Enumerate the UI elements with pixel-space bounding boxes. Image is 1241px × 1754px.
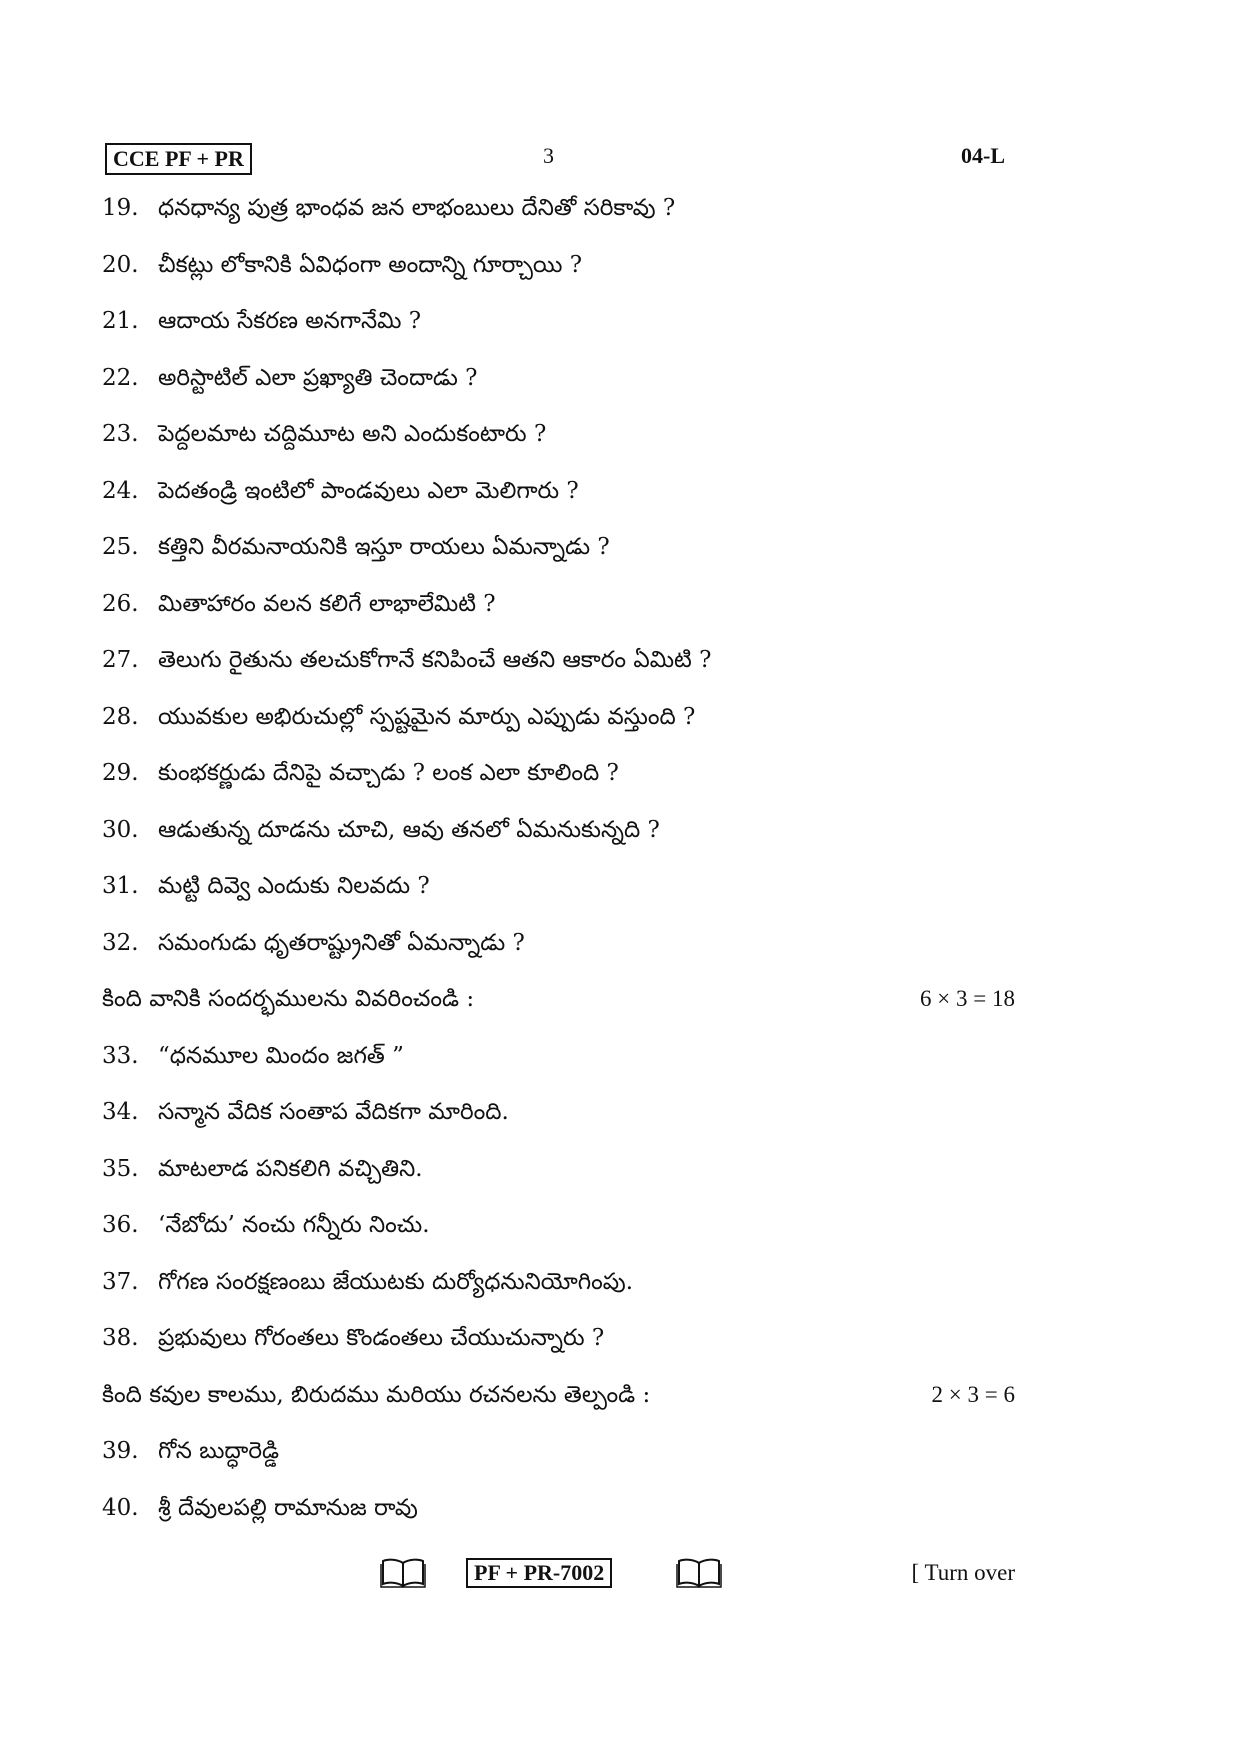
marks-allocation: 2 × 3 = 6 — [931, 1381, 1015, 1407]
question-text: ధనధాన్య పుత్ర భాంధవ జన లాభంబులు దేనితో సరికావు ? — [158, 195, 676, 221]
question-number: 27. — [102, 647, 139, 673]
question-list — [102, 180, 1015, 1536]
exam-code-box: CCE PF + PR — [105, 143, 252, 175]
question-number: 34. — [102, 1099, 139, 1125]
question-text: అరిస్టాటిల్ ఎలా ప్రఖ్యాతి చెందాడు ? — [158, 364, 478, 391]
section-instruction — [102, 1367, 1015, 1424]
page-number: 3 — [543, 143, 554, 168]
question-item — [102, 689, 1015, 746]
question-number: 40. — [102, 1494, 139, 1521]
question-item — [102, 1480, 1015, 1537]
instruction-text: కింది వానికి సందర్భములను వివరించండి : — [102, 986, 475, 1012]
page-footer — [0, 1556, 1241, 1596]
question-text: “ధనమూల మిందం జగత్ ” — [158, 1042, 404, 1069]
question-text: సన్మాన వేదిక సంతాప వేదికగా మారింది. — [158, 1099, 509, 1125]
question-text: ఆదాయ సేకరణ అనగానేమి ? — [158, 308, 422, 334]
question-number: 33. — [102, 1042, 139, 1069]
question-number: 30. — [102, 816, 139, 843]
question-item — [102, 350, 1015, 407]
question-text: మాటలాడ పనికలిగి వచ్చితిని. — [158, 1155, 423, 1182]
question-item — [102, 858, 1015, 915]
question-item — [102, 1254, 1015, 1311]
question-item — [102, 180, 1015, 237]
question-item — [102, 1084, 1015, 1141]
question-number: 35. — [102, 1155, 139, 1182]
question-item — [102, 576, 1015, 633]
question-text: పెద్దలమాట చద్దిమూట అని ఎందుకంటారు ? — [158, 421, 547, 447]
question-number: 39. — [102, 1438, 139, 1464]
question-text: శ్రీ దేవులపల్లి రామానుజ రావు — [158, 1494, 418, 1521]
question-text: తెలుగు రైతును తలచుకోగానే కనిపించే ఆతని ఆకారం ఏమిటి ? — [158, 647, 712, 673]
question-text: కుంభకర్ణుడు దేనిపై వచ్చాడు ? లంక ఎలా కూలింది ? — [158, 760, 619, 786]
question-number: 25. — [102, 534, 139, 560]
question-item — [102, 1141, 1015, 1198]
question-item — [102, 745, 1015, 802]
question-text: యువకుల అభిరుచుల్లో స్పష్టమైన మార్పు ఎప్పుడు వస్తుంది ? — [158, 703, 696, 730]
question-number: 20. — [102, 251, 139, 278]
open-book-icon — [676, 1558, 722, 1588]
footer-paper-code: PF + PR-7002 — [466, 1558, 612, 1588]
question-number: 28. — [102, 703, 139, 730]
question-text: చీకట్లు లోకానికి ఏవిధంగా అందాన్ని గూర్చాయి ? — [158, 251, 583, 278]
question-number: 19. — [102, 195, 139, 221]
question-item — [102, 802, 1015, 859]
question-item — [102, 463, 1015, 520]
paper-code: 04-L — [961, 143, 1005, 168]
question-number: 32. — [102, 929, 139, 956]
question-text: సమంగుడు ధృతరాష్ట్రునితో ఏమన్నాడు ? — [158, 929, 525, 956]
question-text: ఆడుతున్న దూడను చూచి, ఆవు తనలో ఏమనుకున్నది ? — [158, 816, 660, 843]
question-number: 21. — [102, 308, 139, 334]
question-item — [102, 1197, 1015, 1254]
open-book-icon — [380, 1558, 426, 1588]
question-text: ప్రభువులు గోరంతలు కొండంతలు చేయుచున్నారు ? — [158, 1325, 605, 1351]
question-item — [102, 519, 1015, 576]
instruction-text: కింది కవుల కాలము, బిరుదము మరియు రచనలను తెల్పండి : — [102, 1381, 651, 1408]
question-item — [102, 237, 1015, 294]
question-number: 37. — [102, 1268, 139, 1295]
question-item — [102, 1028, 1015, 1085]
question-number: 36. — [102, 1212, 139, 1238]
question-number: 31. — [102, 873, 139, 899]
question-number: 24. — [102, 477, 139, 504]
question-number: 29. — [102, 760, 139, 786]
question-item — [102, 632, 1015, 689]
question-text: గోన బుద్ధారెడ్డి — [158, 1438, 279, 1464]
question-number: 23. — [102, 421, 139, 447]
question-item — [102, 915, 1015, 972]
page-header — [105, 143, 1005, 177]
question-text: పెదతండ్రి ఇంటిలో పాండవులు ఎలా మెలిగారు ? — [158, 477, 579, 504]
question-text: మట్టి దివ్వె ఎందుకు నిలవదు ? — [158, 873, 430, 899]
turn-over-text: [ Turn over — [911, 1560, 1015, 1585]
question-item — [102, 406, 1015, 463]
section-instruction — [102, 971, 1015, 1028]
question-item — [102, 293, 1015, 350]
question-number: 26. — [102, 590, 139, 617]
question-text: గోగణ సంరక్షణంబు జేయుటకు దుర్యోధనునియోగింపు. — [158, 1268, 634, 1295]
question-text: మితాహారం వలన కలిగే లాభాలేమిటి ? — [158, 590, 496, 617]
question-item — [102, 1310, 1015, 1367]
question-item — [102, 1423, 1015, 1480]
question-number: 22. — [102, 364, 139, 391]
question-text: కత్తిని వీరమనాయనికి ఇస్తూ రాయలు ఏమన్నాడు ? — [158, 534, 610, 560]
marks-allocation: 6 × 3 = 18 — [920, 986, 1015, 1011]
question-text: ‘నేబోదు’ నంచు గన్నీరు నించు. — [158, 1212, 430, 1238]
question-number: 38. — [102, 1325, 139, 1351]
